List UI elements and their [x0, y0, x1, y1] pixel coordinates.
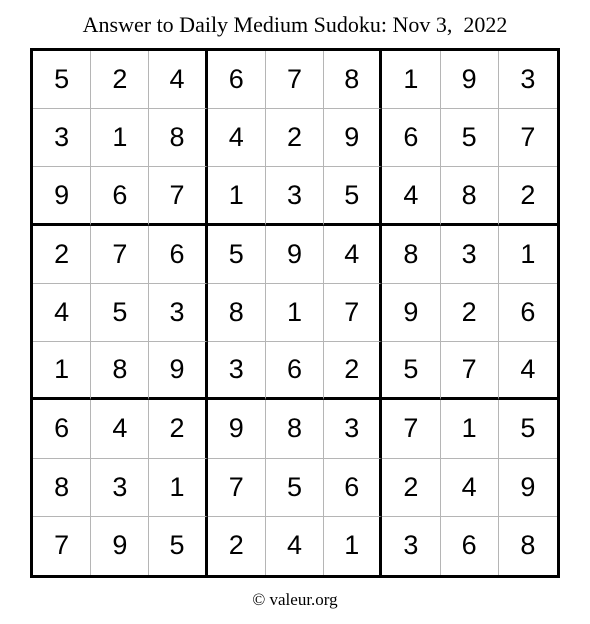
sudoku-cell: 3 — [149, 284, 207, 342]
sudoku-cell: 6 — [149, 226, 207, 284]
sudoku-cell: 5 — [382, 342, 440, 400]
sudoku-cell: 7 — [33, 517, 91, 575]
sudoku-cell: 7 — [499, 109, 557, 167]
sudoku-cell: 1 — [91, 109, 149, 167]
sudoku-cell: 5 — [441, 109, 499, 167]
sudoku-cell: 9 — [499, 459, 557, 517]
sudoku-cell: 7 — [266, 51, 324, 109]
sudoku-cell: 4 — [33, 284, 91, 342]
sudoku-cell: 9 — [382, 284, 440, 342]
sudoku-cell: 1 — [33, 342, 91, 400]
sudoku-cell: 3 — [499, 51, 557, 109]
sudoku-cell: 1 — [266, 284, 324, 342]
sudoku-cell: 1 — [382, 51, 440, 109]
sudoku-cell: 4 — [499, 342, 557, 400]
sudoku-cell: 9 — [324, 109, 382, 167]
sudoku-cell: 2 — [324, 342, 382, 400]
sudoku-cell: 8 — [208, 284, 266, 342]
sudoku-cell: 3 — [33, 109, 91, 167]
sudoku-cell: 2 — [208, 517, 266, 575]
sudoku-cell: 2 — [499, 167, 557, 225]
sudoku-cell: 1 — [208, 167, 266, 225]
sudoku-cell: 6 — [499, 284, 557, 342]
sudoku-cell: 1 — [324, 517, 382, 575]
sudoku-cell: 6 — [91, 167, 149, 225]
sudoku-cell: 5 — [149, 517, 207, 575]
sudoku-cell: 6 — [208, 51, 266, 109]
sudoku-cell: 3 — [441, 226, 499, 284]
sudoku-cell: 2 — [33, 226, 91, 284]
sudoku-cell: 9 — [91, 517, 149, 575]
sudoku-cell: 8 — [520, 530, 536, 561]
sudoku-cell: 8 — [441, 167, 499, 225]
sudoku-cell: 7 — [208, 459, 266, 517]
sudoku-board — [30, 48, 560, 578]
sudoku-cell: 5 — [33, 51, 91, 109]
sudoku-cell: 4 — [382, 167, 440, 225]
sudoku-cell: 4 — [441, 459, 499, 517]
sudoku-cell: 7 — [441, 342, 499, 400]
sudoku-cell: 3 — [266, 167, 324, 225]
sudoku-cell: 7 — [324, 284, 382, 342]
sudoku-cell: 8 — [266, 400, 324, 458]
sudoku-cell: 2 — [149, 400, 207, 458]
sudoku-cell: 2 — [441, 284, 499, 342]
sudoku-cell: 8 — [382, 226, 440, 284]
sudoku-cell: 6 — [266, 342, 324, 400]
sudoku-cell: 5 — [266, 459, 324, 517]
page-title: Answer to Daily Medium Sudoku: Nov 3, 2022 — [82, 12, 508, 37]
sudoku-cell: 4 — [91, 400, 149, 458]
sudoku-cell: 9 — [208, 400, 266, 458]
sudoku-cell: 1 — [149, 459, 207, 517]
sudoku-cell: 9 — [33, 167, 91, 225]
sudoku-cell: 3 — [324, 400, 382, 458]
sudoku-cell: 7 — [91, 226, 149, 284]
sudoku-cell: 6 — [324, 459, 382, 517]
sudoku-cell: 7 — [149, 167, 207, 225]
sudoku-cell: 8 — [33, 459, 91, 517]
sudoku-cell: 3 — [382, 517, 440, 575]
sudoku-cell: 9 — [441, 51, 499, 109]
sudoku-cell: 3 — [91, 459, 149, 517]
sudoku-cell: 6 — [33, 400, 91, 458]
sudoku-cell: 4 — [208, 109, 266, 167]
sudoku-cell: 7 — [382, 400, 440, 458]
sudoku-cell: 5 — [324, 167, 382, 225]
sudoku-cell: 5 — [499, 400, 557, 458]
sudoku-cell: 8 — [91, 342, 149, 400]
sudoku-cell: 4 — [266, 517, 324, 575]
sudoku-cell: 5 — [91, 284, 149, 342]
sudoku-cell: 9 — [149, 342, 207, 400]
sudoku-cell: 5 — [208, 226, 266, 284]
sudoku-cell: 1 — [441, 400, 499, 458]
sudoku-cell: 9 — [266, 226, 324, 284]
sudoku-cell: 4 — [149, 51, 207, 109]
sudoku-cell: 6 — [382, 109, 440, 167]
sudoku-cell: 4 — [324, 226, 382, 284]
sudoku-cell: 8 — [149, 109, 207, 167]
sudoku-cell: 3 — [208, 342, 266, 400]
sudoku-cell: 2 — [91, 51, 149, 109]
sudoku-cell: 8 — [324, 51, 382, 109]
sudoku-cell: 6 — [441, 517, 499, 575]
sudoku-cell: 2 — [382, 459, 440, 517]
sudoku-cell: 2 — [266, 109, 324, 167]
sudoku-cell: 1 — [499, 226, 557, 284]
copyright-footer: © valeur.org — [252, 590, 338, 609]
